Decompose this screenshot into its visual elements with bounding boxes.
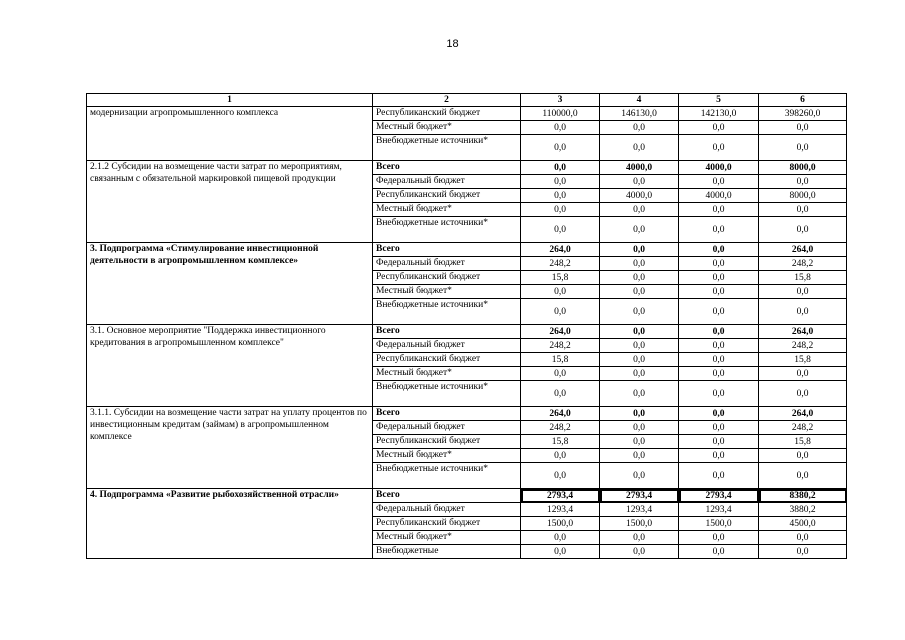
funding-source-cell: Местный бюджет* bbox=[373, 449, 521, 463]
amount-cell-col5: 4000,0 bbox=[679, 189, 759, 203]
amount-cell-col3: 15,8 bbox=[521, 435, 600, 449]
amount-cell-col5: 0,0 bbox=[679, 175, 759, 189]
amount-cell-col4: 0,0 bbox=[600, 175, 679, 189]
amount-cell-col3: 0,0 bbox=[521, 381, 600, 407]
amount-cell-col5: 0,0 bbox=[679, 421, 759, 435]
amount-cell-col5: 0,0 bbox=[679, 299, 759, 325]
header-cell-col6: 6 bbox=[759, 94, 847, 107]
amount-cell-col6: 0,0 bbox=[759, 217, 847, 243]
amount-cell-col4: 0,0 bbox=[600, 353, 679, 367]
amount-cell-col4: 4000,0 bbox=[600, 189, 679, 203]
funding-source-cell: Местный бюджет* bbox=[373, 531, 521, 545]
amount-cell-col4: 0,0 bbox=[600, 285, 679, 299]
table-row bbox=[87, 243, 847, 257]
amount-cell-col6: 0,0 bbox=[759, 449, 847, 463]
activity-description-cell: 4. Подпрограмма «Развитие рыбохозяйственной отрасли» bbox=[87, 489, 373, 559]
table-row bbox=[87, 107, 847, 121]
amount-cell-col6: 0,0 bbox=[759, 367, 847, 381]
funding-source-cell: Местный бюджет* bbox=[373, 203, 521, 217]
header-cell-col1: 1 bbox=[87, 94, 373, 107]
amount-cell-col3: 0,0 bbox=[521, 545, 600, 559]
amount-cell-col4: 0,0 bbox=[600, 271, 679, 285]
funding-source-cell: Внебюджетные bbox=[373, 545, 521, 559]
amount-cell-col4: 0,0 bbox=[600, 217, 679, 243]
amount-cell-col6: 0,0 bbox=[759, 531, 847, 545]
amount-cell-col6: 0,0 bbox=[759, 545, 847, 559]
activity-description-cell: модернизации агропромышленного комплекса bbox=[87, 107, 373, 161]
header-cell-col3: 3 bbox=[521, 94, 600, 107]
amount-cell-col5: 0,0 bbox=[679, 243, 759, 257]
amount-cell-col3: 1500,0 bbox=[521, 517, 600, 531]
amount-cell-col4: 0,0 bbox=[600, 449, 679, 463]
activity-description-cell: 3.1.1. Субсидии на возмещение части затрат на уплату процентов по инвестиционным кредитам (займам) в агропромышленном комплексе bbox=[87, 407, 373, 489]
funding-source-cell: Республиканский бюджет bbox=[373, 189, 521, 203]
amount-cell-col6: 8000,0 bbox=[759, 189, 847, 203]
amount-cell-col4: 0,0 bbox=[600, 299, 679, 325]
table-row bbox=[87, 489, 847, 503]
amount-cell-col6: 15,8 bbox=[759, 435, 847, 449]
amount-cell-col3: 15,8 bbox=[521, 271, 600, 285]
funding-source-cell: Федеральный бюджет bbox=[373, 257, 521, 271]
amount-cell-col6: 0,0 bbox=[759, 463, 847, 489]
amount-cell-col3: 264,0 bbox=[521, 407, 600, 421]
amount-cell-col6: 264,0 bbox=[759, 243, 847, 257]
amount-cell-col5: 2793,4 bbox=[679, 489, 759, 503]
amount-cell-col4: 1500,0 bbox=[600, 517, 679, 531]
amount-cell-col3: 248,2 bbox=[521, 421, 600, 435]
amount-cell-col4: 0,0 bbox=[600, 531, 679, 545]
amount-cell-col3: 264,0 bbox=[521, 325, 600, 339]
amount-cell-col6: 0,0 bbox=[759, 299, 847, 325]
funding-source-cell: Республиканский бюджет bbox=[373, 107, 521, 121]
funding-source-cell: Всего bbox=[373, 325, 521, 339]
funding-source-cell: Местный бюджет* bbox=[373, 285, 521, 299]
amount-cell-col3: 0,0 bbox=[521, 217, 600, 243]
amount-cell-col5: 0,0 bbox=[679, 257, 759, 271]
funding-source-cell: Внебюджетные источники* bbox=[373, 463, 521, 489]
amount-cell-col4: 0,0 bbox=[600, 381, 679, 407]
amount-cell-col4: 4000,0 bbox=[600, 161, 679, 175]
funding-source-cell: Федеральный бюджет bbox=[373, 421, 521, 435]
amount-cell-col5: 0,0 bbox=[679, 449, 759, 463]
amount-cell-col5: 0,0 bbox=[679, 271, 759, 285]
table-row bbox=[87, 161, 847, 175]
amount-cell-col5: 0,0 bbox=[679, 285, 759, 299]
amount-cell-col6: 264,0 bbox=[759, 325, 847, 339]
amount-cell-col5: 4000,0 bbox=[679, 161, 759, 175]
amount-cell-col6: 0,0 bbox=[759, 285, 847, 299]
amount-cell-col3: 0,0 bbox=[521, 121, 600, 135]
amount-cell-col5: 0,0 bbox=[679, 353, 759, 367]
activity-description-cell: 3.1. Основное мероприятие "Поддержка инвестиционного кредитования в агропромышленном комплексе" bbox=[87, 325, 373, 407]
funding-source-cell: Всего bbox=[373, 407, 521, 421]
activity-description-cell: 2.1.2 Субсидии на возмещение части затрат по мероприятиям, связанным с обязательной маркировкой пищевой продукции bbox=[87, 161, 373, 243]
header-row bbox=[87, 94, 847, 107]
amount-cell-col6: 0,0 bbox=[759, 381, 847, 407]
amount-cell-col6: 248,2 bbox=[759, 339, 847, 353]
amount-cell-col4: 0,0 bbox=[600, 367, 679, 381]
amount-cell-col6: 4500,0 bbox=[759, 517, 847, 531]
amount-cell-col6: 15,8 bbox=[759, 271, 847, 285]
table-row bbox=[87, 325, 847, 339]
amount-cell-col6: 0,0 bbox=[759, 203, 847, 217]
amount-cell-col4: 0,0 bbox=[600, 325, 679, 339]
amount-cell-col3: 0,0 bbox=[521, 175, 600, 189]
amount-cell-col3: 0,0 bbox=[521, 449, 600, 463]
funding-source-cell: Местный бюджет* bbox=[373, 121, 521, 135]
amount-cell-col3: 264,0 bbox=[521, 243, 600, 257]
amount-cell-col3: 0,0 bbox=[521, 189, 600, 203]
amount-cell-col3: 110000,0 bbox=[521, 107, 600, 121]
funding-source-cell: Республиканский бюджет bbox=[373, 353, 521, 367]
amount-cell-col5: 0,0 bbox=[679, 463, 759, 489]
activity-description-cell: 3. Подпрограмма «Стимулирование инвестиционной деятельности в агропромышленном комплексе» bbox=[87, 243, 373, 325]
amount-cell-col4: 0,0 bbox=[600, 339, 679, 353]
amount-cell-col6: 0,0 bbox=[759, 175, 847, 189]
funding-source-cell: Всего bbox=[373, 161, 521, 175]
amount-cell-col4: 146130,0 bbox=[600, 107, 679, 121]
funding-source-cell: Внебюджетные источники* bbox=[373, 299, 521, 325]
funding-source-cell: Внебюджетные источники* bbox=[373, 217, 521, 243]
amount-cell-col6: 248,2 bbox=[759, 257, 847, 271]
amount-cell-col3: 248,2 bbox=[521, 257, 600, 271]
header-cell-col4: 4 bbox=[600, 94, 679, 107]
amount-cell-col4: 2793,4 bbox=[600, 489, 679, 503]
amount-cell-col5: 0,0 bbox=[679, 531, 759, 545]
amount-cell-col3: 0,0 bbox=[521, 135, 600, 161]
amount-cell-col4: 0,0 bbox=[600, 203, 679, 217]
amount-cell-col3: 0,0 bbox=[521, 203, 600, 217]
funding-source-cell: Всего bbox=[373, 243, 521, 257]
amount-cell-col5: 0,0 bbox=[679, 203, 759, 217]
amount-cell-col3: 0,0 bbox=[521, 367, 600, 381]
amount-cell-col4: 0,0 bbox=[600, 435, 679, 449]
funding-source-cell: Республиканский бюджет bbox=[373, 517, 521, 531]
amount-cell-col6: 248,2 bbox=[759, 421, 847, 435]
amount-cell-col5: 0,0 bbox=[679, 407, 759, 421]
funding-source-cell: Внебюджетные источники* bbox=[373, 381, 521, 407]
table-row bbox=[87, 407, 847, 421]
amount-cell-col6: 8380,2 bbox=[759, 489, 847, 503]
amount-cell-col3: 2793,4 bbox=[521, 489, 600, 503]
amount-cell-col5: 0,0 bbox=[679, 217, 759, 243]
amount-cell-col3: 0,0 bbox=[521, 463, 600, 489]
amount-cell-col5: 0,0 bbox=[679, 339, 759, 353]
budget-table bbox=[86, 93, 847, 559]
amount-cell-col6: 264,0 bbox=[759, 407, 847, 421]
amount-cell-col5: 0,0 bbox=[679, 121, 759, 135]
amount-cell-col6: 0,0 bbox=[759, 135, 847, 161]
amount-cell-col5: 1500,0 bbox=[679, 517, 759, 531]
amount-cell-col5: 0,0 bbox=[679, 545, 759, 559]
amount-cell-col3: 0,0 bbox=[521, 285, 600, 299]
amount-cell-col5: 1293,4 bbox=[679, 503, 759, 517]
amount-cell-col4: 0,0 bbox=[600, 463, 679, 489]
amount-cell-col4: 0,0 bbox=[600, 135, 679, 161]
amount-cell-col4: 0,0 bbox=[600, 421, 679, 435]
amount-cell-col6: 398260,0 bbox=[759, 107, 847, 121]
amount-cell-col3: 0,0 bbox=[521, 299, 600, 325]
funding-source-cell: Республиканский бюджет bbox=[373, 435, 521, 449]
header-cell-col5: 5 bbox=[679, 94, 759, 107]
amount-cell-col3: 0,0 bbox=[521, 531, 600, 545]
table-body bbox=[87, 94, 847, 559]
amount-cell-col6: 8000,0 bbox=[759, 161, 847, 175]
page-number: 18 bbox=[446, 38, 459, 50]
amount-cell-col4: 0,0 bbox=[600, 243, 679, 257]
funding-source-cell: Республиканский бюджет bbox=[373, 271, 521, 285]
funding-source-cell: Федеральный бюджет bbox=[373, 175, 521, 189]
funding-source-cell: Внебюджетные источники* bbox=[373, 135, 521, 161]
amount-cell-col6: 3880,2 bbox=[759, 503, 847, 517]
amount-cell-col4: 1293,4 bbox=[600, 503, 679, 517]
amount-cell-col4: 0,0 bbox=[600, 257, 679, 271]
amount-cell-col5: 142130,0 bbox=[679, 107, 759, 121]
amount-cell-col4: 0,0 bbox=[600, 407, 679, 421]
amount-cell-col5: 0,0 bbox=[679, 381, 759, 407]
amount-cell-col3: 0,0 bbox=[521, 161, 600, 175]
amount-cell-col3: 1293,4 bbox=[521, 503, 600, 517]
amount-cell-col4: 0,0 bbox=[600, 121, 679, 135]
amount-cell-col5: 0,0 bbox=[679, 435, 759, 449]
funding-source-cell: Федеральный бюджет bbox=[373, 503, 521, 517]
amount-cell-col3: 248,2 bbox=[521, 339, 600, 353]
amount-cell-col5: 0,0 bbox=[679, 135, 759, 161]
amount-cell-col5: 0,0 bbox=[679, 367, 759, 381]
amount-cell-col4: 0,0 bbox=[600, 545, 679, 559]
amount-cell-col5: 0,0 bbox=[679, 325, 759, 339]
funding-source-cell: Всего bbox=[373, 489, 521, 503]
funding-source-cell: Федеральный бюджет bbox=[373, 339, 521, 353]
header-cell-col2: 2 bbox=[373, 94, 521, 107]
amount-cell-col6: 0,0 bbox=[759, 121, 847, 135]
amount-cell-col3: 15,8 bbox=[521, 353, 600, 367]
funding-source-cell: Местный бюджет* bbox=[373, 367, 521, 381]
amount-cell-col6: 15,8 bbox=[759, 353, 847, 367]
